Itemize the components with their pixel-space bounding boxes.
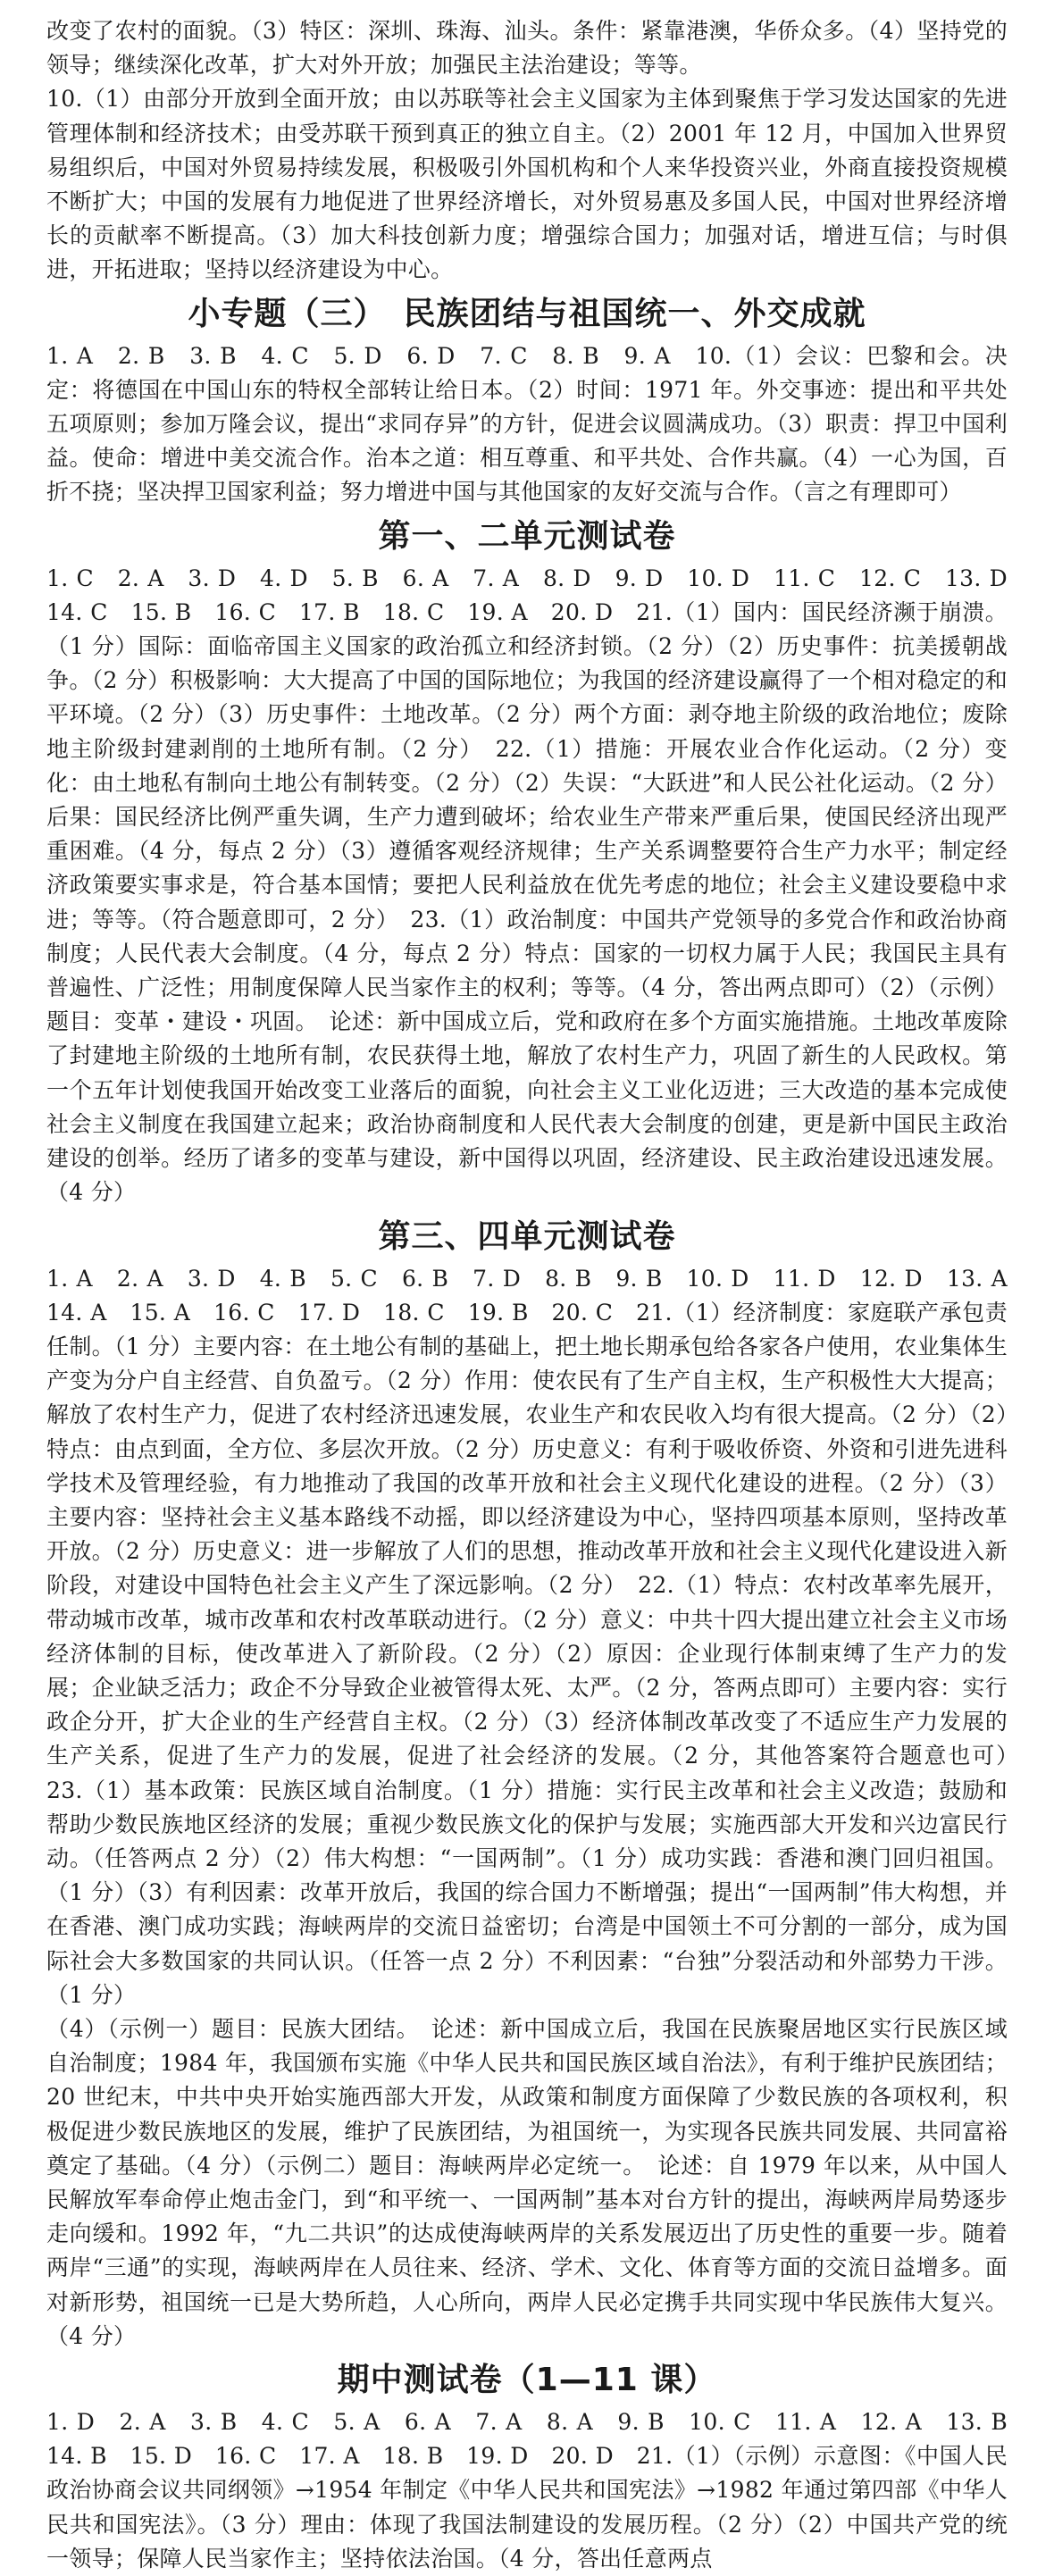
section-unit-3-4-test	[46, 1214, 1031, 2354]
answer-paragraph: 1. A 2. A 3. D 4. B 5. C 6. B 7. D 8. B 9. B 10. D 11. D 12. D 13. A 14. A 15. A 16. C 17. D 18. C 19. B 20. C 21.（1）经济制度：家庭联产承包责任制。（1 分）主要内容：在土地公有制的基础上，把土地长期承包给各家各户使用，农业集体生产变为分户自主经营、自负盈亏。（2 分）作用：使农民有了生产自主权，生产积极性大大提高；解放了农村生产力，促进了农村经济迅速发展，农业生产和农民收入均有很大提高。（2 分）（2）特点：由点到面，全方位、多层次开放。（2 分）历史意义：有利于吸收侨资、外资和引进先进科学技术及管理经验，有力地推动了我国的改革开放和社会主义现代化建设的进程。（2 分）（3）主要内容：坚持社会主义基本路线不动摇，即以经济建设为中心，坚持四项基本原则，坚持改革开放。（2 分）历史意义：进一步解放了人们的思想，推动改革开放和社会主义现代化建设进入新阶段，对建设中国特色社会主义产生了深远影响。（2 分） 22.（1）特点：农村改革率先展开，带动城市改革，城市改革和农村改革联动进行。（2 分）意义：中共十四大提出建立社会主义市场经济体制的目标，使改革进入了新阶段。（2 分）（2）原因：企业现行体制束缚了生产力的发展；企业缺乏活力；政企不分导致企业被管得太死、太严。（2 分，答两点即可）主要内容：实行政企分开，扩大企业的生产经营自主权。（2 分）（3）经济体制改革改变了不适应生产力发展的生产关系，促进了生产力的发展，促进了社会经济的发展。（2 分，其他答案符合题意也可） 23.（1）基本政策：民族区域自治制度。（1 分）措施：实行民主改革和社会主义改造；鼓励和帮助少数民族地区经济的发展；重视少数民族文化的保护与发展；实施西部大开发和兴边富民行动。（任答两点 2 分）（2）伟大构想：“一国两制”。（1 分）成功实践：香港和澳门回归祖国。（1 分）（3）有利因素：改革开放后，我国的综合国力不断增强；提出“一国两制”伟大构想，并在香港、澳门成功实践；海峡两岸的交流日益密切；台湾是中国领土不可分割的一部分，成为国际社会大多数国家的共同认识。（任答一点 2 分）不利因素：“台独”分裂活动和外部势力干涉。（1 分）	[46, 1265, 1031, 2008]
section-midterm-test	[46, 2357, 1031, 2576]
section-heading: 期中测试卷（1—11 课）	[337, 2362, 717, 2398]
section-unit-1-2-test	[46, 514, 1031, 1210]
answer-paragraph: 改变了农村的面貌。（3）特区：深圳、珠海、汕头。条件：紧靠港澳，华侨众多。（4）坚持党的领导；继续深化改革，扩大对外开放；加强民主法治建设；等等。	[46, 18, 1008, 79]
section-heading: 小专题（三） 民族团结与祖国统一、外交成就	[188, 295, 866, 332]
section-heading: 第一、二单元测试卷	[378, 517, 676, 555]
section-topic-three	[46, 291, 1008, 510]
section-heading: 第三、四单元测试卷	[378, 1217, 676, 1255]
section-continued	[46, 14, 1008, 288]
answer-paragraph: 1. C 2. A 3. D 4. D 5. B 6. A 7. A 8. D 9. D 10. D 11. C 12. C 13. D 14. C 15. B 16. C 17. B 18. C 19. A 20. D 21.（1）国内：国民经济濒于崩溃。（1 分）国际：面临帝国主义国家的政治孤立和经济封锁。（2 分）（2）历史事件：抗美援朝战争。（2 分）积极影响：大大提高了中国的国际地位；为我国的经济建设赢得了一个相对稳定的和平环境。（2 分）（3）历史事件：土地改革。（2 分）两个方面：剥夺地主阶级的政治地位；废除地主阶级封建剥削的土地所有制。（2 分） 22.（1）措施：开展农业合作化运动。（2 分）变化：由土地私有制向土地公有制转变。（2 分）（2）失误：“大跃进”和人民公社化运动。（2 分）后果：国民经济比例严重失调，生产力遭到破坏；给农业生产带来严重后果，使国民经济出现严重困难。（4 分，每点 2 分）（3）遵循客观经济规律；生产关系调整要符合生产力水平；制定经济政策要实事求是，符合基本国情；要把人民利益放在优先考虑的地位；社会主义建设要稳中求进；等等。（符合题意即可，2 分） 23.（1）政治制度：中国共产党领导的多党合作和政治协商制度；人民代表大会制度。（4 分，每点 2 分）特点：国家的一切权力属于人民；我国民主具有普遍性、广泛性；用制度保障人民当家作主的权利；等等。（4 分，答出两点即可）（2）（示例）题目：变革・建设・巩固。 论述：新中国成立后，党和政府在多个方面实施措施。土地改革废除了封建地主阶级的土地所有制，农民获得土地，解放了农村生产力，巩固了新生的人民政权。第一个五年计划使我国开始改变工业落后的面貌，向社会主义工业化迈进；三大改造的基本完成使社会主义制度在我国建立起来；政治协商制度和人民代表大会制度的创建，更是新中国民主政治建设的创举。经历了诸多的变革与建设，新中国得以巩固，经济建设、民主政治建设迅速发展。（4 分）	[46, 565, 1031, 1206]
answer-paragraph: 10.（1）由部分开放到全面开放；由以苏联等社会主义国家为主体到聚焦于学习发达国家的先进管理体制和经济技术；由受苏联干预到真正的独立自主。（2）2001 年 12 月，中国加入世界贸易组织后，中国对外贸易持续发展，积极吸引外国机构和个人来华投资兴业，外商直接投资规模不断扩大；中国的发展有力地促进了世界经济增长，对外贸易惠及多国人民，中国对世界经济增长的贡献率不断提高。（3）加大科技创新力度；增强综合国力；加强对话，增进互信；与时俱进，开拓进取；坚持以经济建设为中心。	[46, 86, 1008, 283]
answer-paragraph: （4）（示例一）题目：民族大团结。 论述：新中国成立后，我国在民族聚居地区实行民族区域自治制度；1984 年，我国颁布实施《中华人民共和国民族区域自治法》，有利于维护民族团结；20 世纪末，中共中央开始实施西部大开发，从政策和制度方面保障了少数民族的各项权利，积极促进少数民族地区的发展，维护了民族团结，为祖国统一，为实现各民族共同发展、共同富裕奠定了基础。（4 分）（示例二）题目：海峡两岸必定统一。 论述：自 1979 年以来，从中国人民解放军奉命停止炮击金门，到“和平统一、一国两制”基本对台方针的提出，海峡两岸局势逐步走向缓和。1992 年，“九二共识”的达成使海峡两岸的关系发展迈出了历史性的重要一步。随着两岸“三通”的实现，海峡两岸在人员往来、经济、学术、文化、体育等方面的交流日益增多。面对新形势，祖国统一已是大势所趋，人心所向，两岸人民必定携手共同实现中华民族伟大复兴。（4 分）	[46, 2015, 1008, 2349]
answer-paragraph: 1. D 2. A 3. B 4. C 5. A 6. A 7. A 8. A 9. B 10. C 11. A 12. A 13. B 14. B 15. D 16. C 17. A 18. B 19. D 20. D 21.（1）（示例）示意图：《中国人民政治协商会议共同纲领》→1954 年制定《中华人民共和国宪法》→1982 年通过第四部《中华人民共和国宪法》。（3 分）理由：体现了我国法制建设的发展历程。（2 分）（2）中国共产党的统一领导；保障人民当家作主；坚持依法治国。（4 分，答出任意两点	[46, 2409, 1031, 2572]
answer-paragraph: 1. A 2. B 3. B 4. C 5. D 6. D 7. C 8. B 9. A 10.（1）会议：巴黎和会。决定：将德国在中国山东的特权全部转让给日本。（2）时间：1971 年。外交事迹：提出和平共处五项原则；参加万隆会议，提出“求同存异”的方针，促进会议圆满成功。（3）职责：捍卫中国利益。使命：增进中美交流合作。治本之道：相互尊重、和平共处、合作共赢。（4）一心为国，百折不挠；坚决捍卫国家利益；努力增进中国与其他国家的友好交流与合作。（言之有理即可）	[46, 342, 1008, 506]
